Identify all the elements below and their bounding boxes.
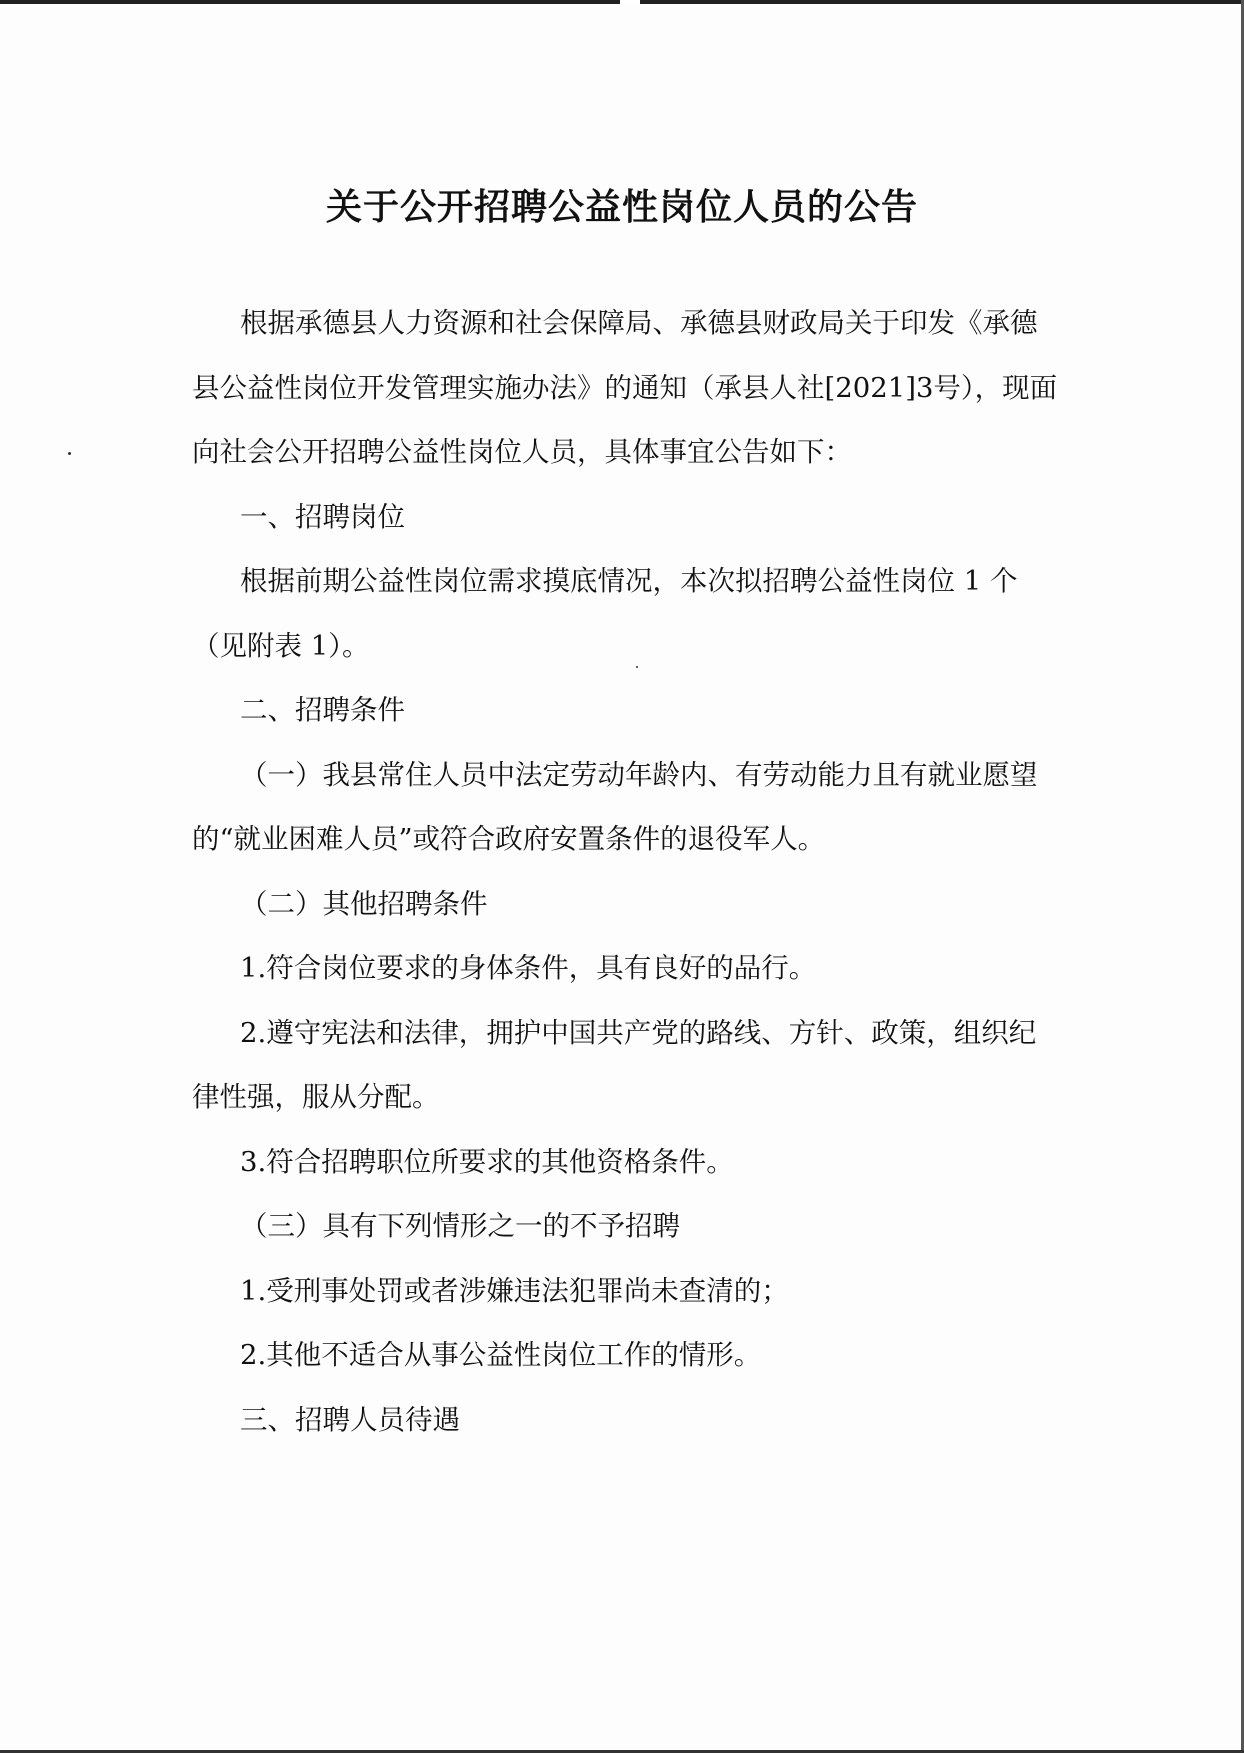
section-heading-3: 三、招聘人员待遇 <box>240 1403 460 1436</box>
subsection-heading-2: （二）其他招聘条件 <box>240 887 488 920</box>
subsection-heading-3: （三）具有下列情形之一的不予招聘 <box>240 1210 680 1242</box>
document-body <box>192 291 1060 1452</box>
section-heading-1: 一、招聘岗位 <box>240 500 405 533</box>
paragraph-intro: 根据承德县人力资源和社会保障局、承德县财政局关于印发《承德县公益性岗位开发管理实施办法》的通知（承县人社[2021]3号），现面向社会公开招聘公益性岗位人员，具体事宜公告如下： <box>192 307 1058 468</box>
list-item: 3.符合招聘职位所要求的其他资格条件。 <box>240 1145 734 1178</box>
list-item: 2.其他不适合从事公益性岗位工作的情形。 <box>240 1339 762 1371</box>
scan-speck <box>68 452 71 455</box>
section-heading-2: 二、招聘条件 <box>240 694 405 726</box>
document-title: 关于公开招聘公益性岗位人员的公告 <box>325 187 918 229</box>
list-item: 2.遵守宪法和法律，拥护中国共产党的路线、方针、政策，组织纪律性强，服从分配。 <box>192 1016 1037 1113</box>
list-item: 1.符合岗位要求的身体条件，具有良好的品行。 <box>240 952 817 984</box>
list-item: 1.受刑事处罚或者涉嫌违法犯罪尚未查清的； <box>240 1274 789 1307</box>
scan-edge-top <box>0 0 1244 4</box>
paragraph-positions: 根据前期公益性岗位需求摸底情况，本次拟招聘公益性岗位 1 个（见附表 1）。 <box>192 565 1018 662</box>
paragraph-condition-1: （一）我县常住人员中法定劳动年龄内、有劳动能力且有就业愿望的“就业困难人员”或符合政府安置条件的退役军人。 <box>192 758 1038 855</box>
